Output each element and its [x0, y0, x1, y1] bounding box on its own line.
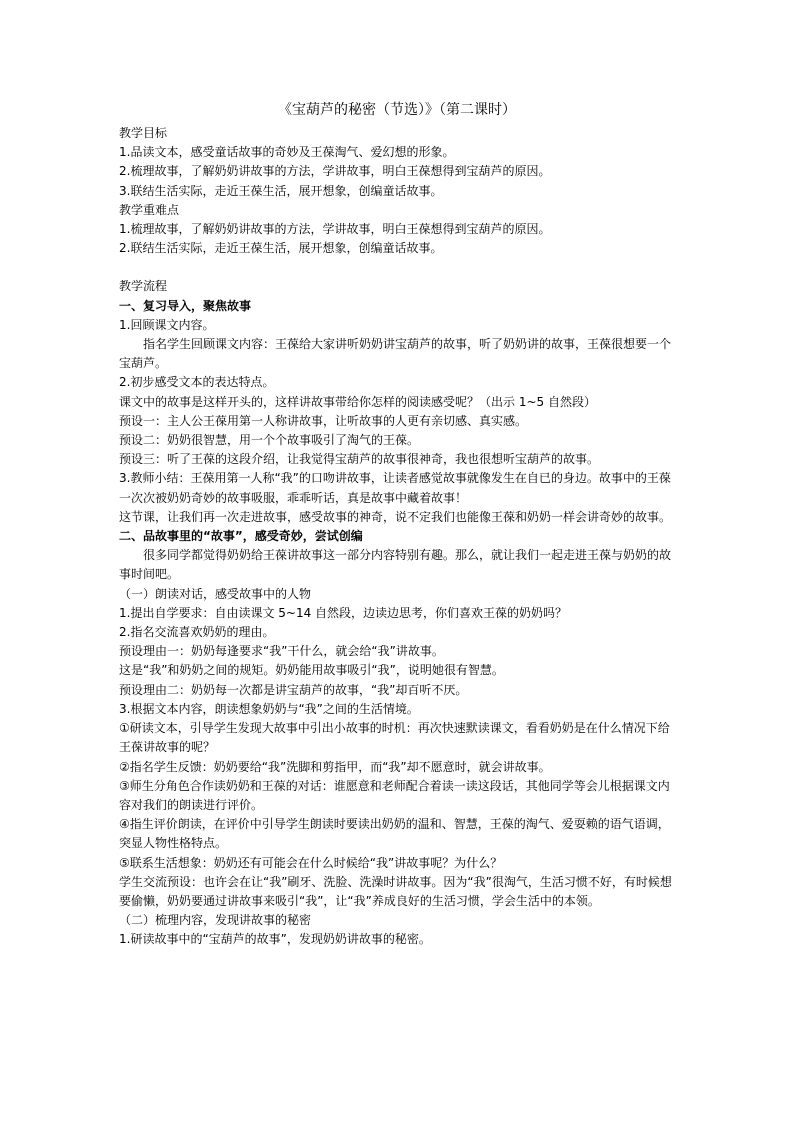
paragraph: 预设三：听了王葆的这段介绍，让我觉得宝葫芦的故事很神奇，我也很想听宝葫芦的故事。 — [119, 452, 600, 467]
subsection-heading: （二）梳理内容，发现讲故事的秘密 — [119, 913, 312, 928]
paragraph: 学生交流预设：也许会在让“我”刷牙、洗脸、洗澡时讲故事。因为“我”很淘气，生活习惯不好，有时候想要偷懒，奶奶要通过讲故事来吸引“我”，让“我”养成良好的生活习惯，学会生活中的本领。 — [119, 874, 672, 908]
paragraph: 预设理由二：奶奶每一次都是讲宝葫芦的故事，“我”却百听不厌。 — [119, 682, 468, 697]
goal-item: 3.联结生活实际，走近王葆生活，展开想象，创编童话故事。 — [119, 183, 443, 198]
paragraph: ②指名学生反馈：奶奶要给“我”洗脚和剪指甲，而“我”却不愿意时，就会讲故事。 — [119, 759, 551, 774]
paragraph: 预设理由一：奶奶每逢要求“我”干什么，就会给“我”讲故事。 — [119, 644, 444, 659]
paragraph: 课文中的故事是这样开头的，这样讲故事带给你怎样的阅读感受呢？（出示 1~5 自然段） — [119, 394, 596, 409]
subsection-heading: （一）朗读对话，感受故事中的人物 — [119, 586, 312, 601]
paragraph: 1.回顾课文内容。 — [119, 317, 215, 332]
paragraph: 预设一：主人公王葆用第一人称讲故事，让听故事的人更有亲切感、真实感。 — [119, 413, 528, 428]
section1-heading: 一、复习导入，聚焦故事 — [119, 298, 252, 313]
process-heading: 教学流程 — [119, 279, 168, 294]
paragraph: 预设二：奶奶很智慧，用一个个故事吸引了淘气的王葆。 — [119, 433, 420, 448]
keypoint-item: 1.梳理故事，了解奶奶讲故事的方法，学讲故事，明白王葆想得到宝葫芦的原因。 — [119, 222, 551, 237]
paragraph: ④指生评价朗读，在评价中引导学生朗读时要读出奶奶的温和、智慧，王葆的淘气、爱耍赖的语气语调，突显人物性格特点。 — [119, 817, 670, 851]
paragraph: ①研读文本，引导学生发现大故事中引出小故事的时机：再次快速默读课文，看看奶奶是在什么情况下给王葆讲故事的呢？ — [119, 721, 670, 755]
paragraph: 2.指名交流喜欢奶奶的理由。 — [119, 625, 275, 640]
goal-item: 2.梳理故事，了解奶奶讲故事的方法，学讲故事，明白王葆想得到宝葫芦的原因。 — [119, 164, 551, 179]
spacer — [119, 258, 679, 277]
goals-heading: 教学目标 — [119, 126, 168, 140]
paragraph: 1.研读故事中的“宝葫芦的故事”，发现奶奶讲故事的秘密。 — [119, 932, 431, 947]
paragraph: 1.提出自学要求：自由读课文 5~14 自然段，边读边思考，你们喜欢王葆的奶奶吗？ — [119, 605, 568, 620]
keypoints-heading: 教学重难点 — [119, 202, 180, 217]
paragraph: 3.教师小结：王葆用第一人称“我”的口吻讲故事，让读者感觉故事就像发生在自已的身边。故事中的王葆一次次被奶奶奇妙的故事吸服，乖乖听话，真是故事中藏着故事！ — [119, 471, 671, 505]
keypoint-item: 2.联结生活实际，走近王葆生活，展开想象，创编童话故事。 — [119, 241, 443, 256]
paragraph: 这是“我”和奶奶之间的规矩。奶奶能用故事吸引“我”，说明她很有智慧。 — [119, 663, 504, 678]
document-body — [119, 124, 679, 950]
paragraph: 指名学生回顾课文内容：王葆给大家讲听奶奶讲宝葫芦的故事，听了奶奶讲的故事，王葆很想要一个宝葫芦。 — [119, 337, 672, 371]
paragraph: 很多同学都觉得奶奶给王葆讲故事这一部分内容特别有趣。那么，就让我们一起走进王葆与奶奶的故事时间吧。 — [119, 548, 672, 582]
paragraph: 2.初步感受文本的表达特点。 — [119, 375, 275, 390]
section2-heading: 二、品故事里的“故事”，感受奇妙，尝试创编 — [119, 529, 363, 544]
goal-item: 1.品读文本，感受童话故事的奇妙及王葆淘气、爱幻想的形象。 — [119, 145, 455, 160]
paragraph: 3.根据文本内容，朗读想象奶奶与“我”之间的生活情境。 — [119, 701, 419, 716]
paragraph: ③师生分角色合作读奶奶和王葆的对话：谁愿意和老师配合着读一读这段话，其他同学等会儿根据课文内容对我们的朗读进行评价。 — [119, 778, 670, 812]
paragraph: 这节课，让我们再一次走进故事，感受故事的神奇，说不定我们也能像王葆和奶奶一样会讲奇妙的故事。 — [119, 509, 672, 524]
document-title: 《宝葫芦的秘密（节选）》（第二课时） — [278, 102, 516, 118]
paragraph: ⑤联系生活想象：奶奶还有可能会在什么时候给“我”讲故事呢？为什么？ — [119, 855, 503, 870]
